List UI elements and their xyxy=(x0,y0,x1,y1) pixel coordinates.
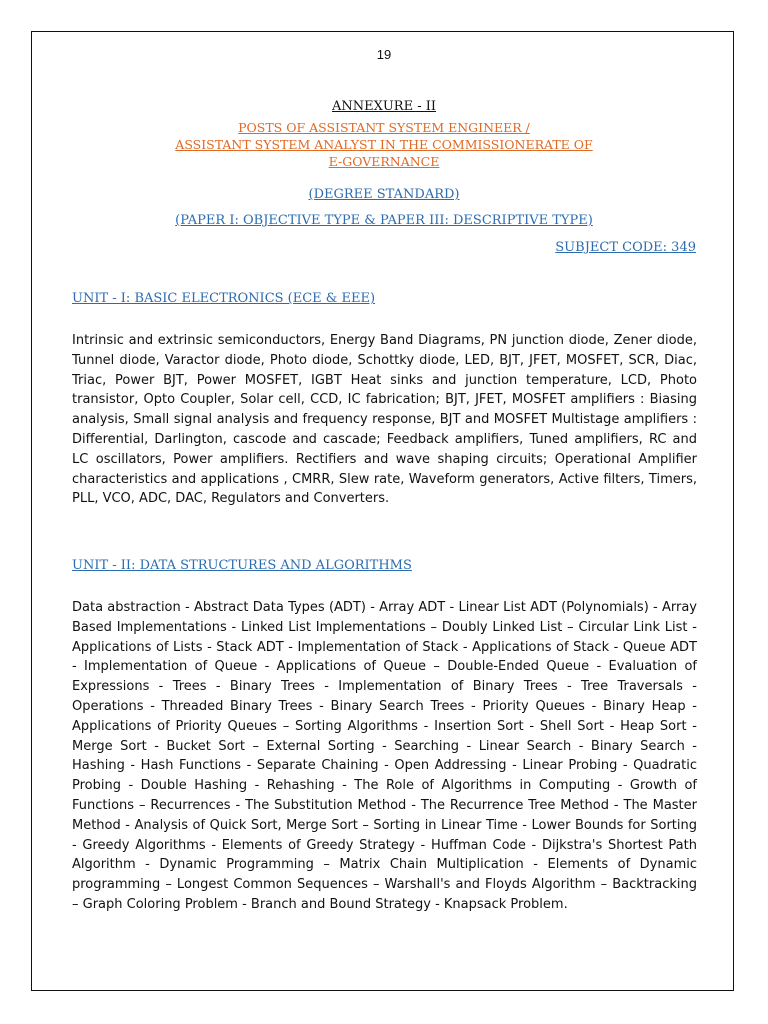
degree-standard: (DEGREE STANDARD) xyxy=(308,187,460,202)
subject-code: SUBJECT CODE: 349 xyxy=(555,240,696,255)
unit-1-body: Intrinsic and extrinsic semiconductors, Energy Band Diagrams, PN junction diode, Zener diode, Tunnel diode, Varactor diode, Photo diode, Schottky diode, LED, BJT, JFET, MOSFET, SCR, Diac, Triac, Power BJT, Power MOSFET, IGBT Heat sinks and junction temperature, LCD, Photo transistor, Opto Coupler, Solar cell, CCD, IC fabrication; BJT, JFET, MOSFET amplifiers : Biasing analysis, Small signal analysis and frequency response, BJT and MOSFET Multistage amplifiers : Differential, Darlington, cascode and cascade; Feedback amplifiers, Tuned amplifiers, RC and LC oscillators, Power amplifiers. Rectifiers and wave shaping circuits; Operational Amplifier characteristics and applications , CMRR, Slew rate, Waveform generators, Active filters, Timers, PLL, VCO, ADC, DAC, Regulators and Converters. xyxy=(72,333,697,507)
posts-heading xyxy=(0,119,768,170)
posts-line-3: E-GOVERNANCE xyxy=(328,154,440,169)
paper-type: (PAPER I: OBJECTIVE TYPE & PAPER III: DESCRIPTIVE TYPE) xyxy=(175,213,593,228)
posts-line-2: ASSISTANT SYSTEM ANALYST IN THE COMMISSIONERATE OF xyxy=(175,137,593,152)
unit-2-title: UNIT - II: DATA STRUCTURES AND ALGORITHMS xyxy=(72,558,412,573)
page-number: 19 xyxy=(376,47,392,62)
posts-line-1: POSTS OF ASSISTANT SYSTEM ENGINEER / xyxy=(238,120,530,135)
unit-2-body: Data abstraction - Abstract Data Types (ADT) - Array ADT - Linear List ADT (Polynomials) - Array Based Implementations - Linked List Implementations – Doubly Linked List – Circular Link List - Applications of Lists - Stack ADT - Implementation of Stack - Applications of Stack - Queue ADT - Implementation of Queue - Applications of Queue – Double-Ended Queue - Evaluation of Expressions - Trees - Binary Trees - Implementation of Binary Trees - Tree Traversals - Operations - Threaded Binary Trees - Binary Search Trees - Priority Queues - Binary Heap - Applications of Priority Queues – Sorting Algorithms - Insertion Sort - Shell Sort - Heap Sort - Merge Sort - Bucket Sort – External Sorting - Searching - Linear Search - Binary Search - Hashing - Hash Functions - Separate Chaining - Open Addressing - Linear Probing - Quadratic Probing - Double Hashing - Rehashing - The Role of Algorithms in Computing - Growth of Functions – Recurrences - The Substitution Method - The Recurrence Tree Method - The Master Method - Analysis of Quick Sort, Merge Sort – Sorting in Linear Time - Lower Bounds for Sorting - Greedy Algorithms - Elements of Greedy Strategy - Huffman Code - Dijkstra's Shortest Path Algorithm - Dynamic Programming – Matrix Chain Multiplication - Elements of Dynamic programming – Longest Common Sequences – Warshall's and Floyds Algorithm – Backtracking – Graph Coloring Problem - Branch and Bound Strategy - Knapsack Problem. xyxy=(72,600,697,912)
annexure-heading: ANNEXURE - II xyxy=(331,99,437,114)
unit-1-title: UNIT - I: BASIC ELECTRONICS (ECE & EEE) xyxy=(72,291,376,306)
